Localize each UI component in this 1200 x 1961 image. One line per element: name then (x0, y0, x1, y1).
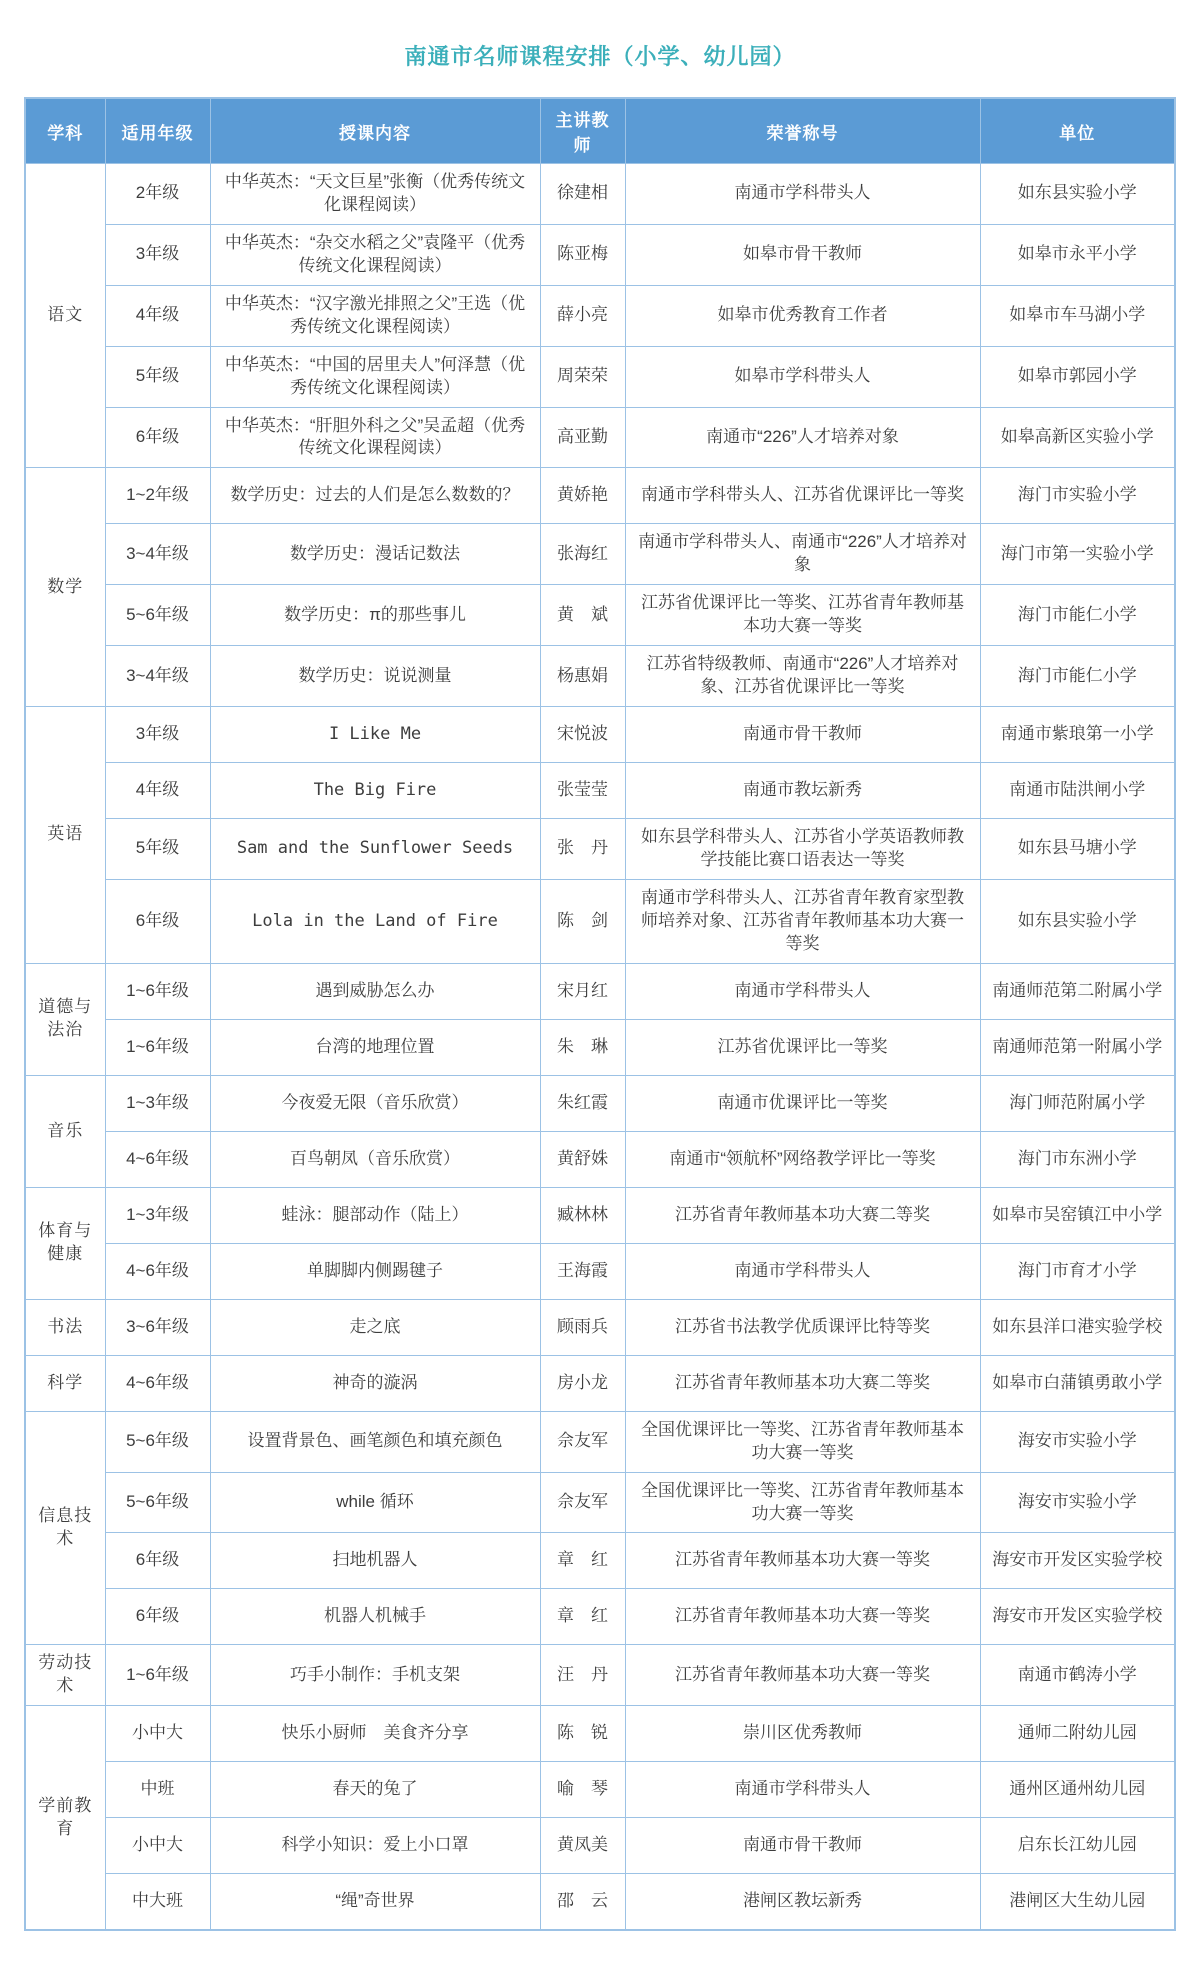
honor-cell: 江苏省优课评比一等奖 (625, 1019, 980, 1075)
unit-cell: 海安市开发区实验学校 (980, 1533, 1175, 1589)
unit-cell: 海安市开发区实验学校 (980, 1589, 1175, 1645)
table-row (25, 1472, 1175, 1533)
unit-cell: 海门市东洲小学 (980, 1131, 1175, 1187)
subject-cell: 信息技术 (25, 1411, 105, 1645)
teacher-cell: 张莹莹 (540, 763, 625, 819)
column-header: 单位 (980, 98, 1175, 164)
unit-cell: 如东县马塘小学 (980, 819, 1175, 880)
teacher-cell: 宋月红 (540, 963, 625, 1019)
content-cell: 百鸟朝凤（音乐欣赏） (210, 1131, 540, 1187)
honor-cell: 江苏省书法教学优质课评比特等奖 (625, 1299, 980, 1355)
honor-cell: 南通市教坛新秀 (625, 763, 980, 819)
table-row (25, 1762, 1175, 1818)
unit-cell: 如东县实验小学 (980, 879, 1175, 963)
unit-cell: 如皋市郭园小学 (980, 346, 1175, 407)
honor-cell: 如皋市优秀教育工作者 (625, 285, 980, 346)
content-cell: 机器人机械手 (210, 1589, 540, 1645)
subject-cell: 音乐 (25, 1075, 105, 1187)
teacher-cell: 王海霞 (540, 1243, 625, 1299)
teacher-cell: 房小龙 (540, 1355, 625, 1411)
teacher-cell: 黄娇艳 (540, 468, 625, 524)
honor-cell: 南通市学科带头人、南通市“226”人才培养对象 (625, 524, 980, 585)
unit-cell: 如皋高新区实验小学 (980, 407, 1175, 468)
teacher-cell: 宋悦波 (540, 707, 625, 763)
unit-cell: 如皋市永平小学 (980, 224, 1175, 285)
table-row (25, 164, 1175, 225)
content-cell: 科学小知识：爱上小口罩 (210, 1818, 540, 1874)
teacher-cell: 陈 剑 (540, 879, 625, 963)
content-cell: 中华英杰：“汉字激光排照之父”王选（优秀传统文化课程阅读） (210, 285, 540, 346)
content-cell: 数学历史：π的那些事儿 (210, 585, 540, 646)
table-row (25, 585, 1175, 646)
table-row (25, 1645, 1175, 1706)
subject-cell: 书法 (25, 1299, 105, 1355)
unit-cell: 如东县实验小学 (980, 164, 1175, 225)
teacher-cell: 张海红 (540, 524, 625, 585)
teacher-cell: 黄舒姝 (540, 1131, 625, 1187)
table-row (25, 1019, 1175, 1075)
content-cell: 中华英杰：“肝胆外科之父”吴孟超（优秀传统文化课程阅读） (210, 407, 540, 468)
unit-cell: 通州区通州幼儿园 (980, 1762, 1175, 1818)
content-cell: while 循环 (210, 1472, 540, 1533)
grade-cell: 4年级 (105, 285, 210, 346)
teacher-cell: 陈亚梅 (540, 224, 625, 285)
content-cell: 中华英杰：“中国的居里夫人”何泽慧（优秀传统文化课程阅读） (210, 346, 540, 407)
content-cell: 走之底 (210, 1299, 540, 1355)
unit-cell: 海安市实验小学 (980, 1411, 1175, 1472)
unit-cell: 港闸区大生幼儿园 (980, 1874, 1175, 1930)
grade-cell: 6年级 (105, 1533, 210, 1589)
grade-cell: 1~3年级 (105, 1187, 210, 1243)
subject-cell: 学前教育 (25, 1706, 105, 1930)
unit-cell: 南通市紫琅第一小学 (980, 707, 1175, 763)
honor-cell: 崇川区优秀教师 (625, 1706, 980, 1762)
grade-cell: 3年级 (105, 707, 210, 763)
honor-cell: 江苏省青年教师基本功大赛二等奖 (625, 1187, 980, 1243)
teacher-cell: 臧林林 (540, 1187, 625, 1243)
content-cell: 数学历史：漫话记数法 (210, 524, 540, 585)
subject-cell: 数学 (25, 468, 105, 707)
table-row (25, 707, 1175, 763)
honor-cell: 江苏省青年教师基本功大赛一等奖 (625, 1645, 980, 1706)
grade-cell: 5年级 (105, 346, 210, 407)
teacher-cell: 佘友军 (540, 1472, 625, 1533)
teacher-cell: 汪 丹 (540, 1645, 625, 1706)
unit-cell: 南通市陆洪闸小学 (980, 763, 1175, 819)
table-body (25, 164, 1175, 1930)
unit-cell: 启东长江幼儿园 (980, 1818, 1175, 1874)
grade-cell: 3~4年级 (105, 646, 210, 707)
teacher-cell: 章 红 (540, 1533, 625, 1589)
honor-cell: 江苏省优课评比一等奖、江苏省青年教师基本功大赛一等奖 (625, 585, 980, 646)
content-cell: The Big Fire (210, 763, 540, 819)
grade-cell: 3~4年级 (105, 524, 210, 585)
unit-cell: 南通市鹤涛小学 (980, 1645, 1175, 1706)
table-row (25, 819, 1175, 880)
unit-cell: 如皋市吴窑镇江中小学 (980, 1187, 1175, 1243)
content-cell: 设置背景色、画笔颜色和填充颜色 (210, 1411, 540, 1472)
content-cell: 今夜爱无限（音乐欣赏） (210, 1075, 540, 1131)
teacher-cell: 黄 斌 (540, 585, 625, 646)
unit-cell: 海门市能仁小学 (980, 585, 1175, 646)
honor-cell: 南通市骨干教师 (625, 707, 980, 763)
grade-cell: 3~6年级 (105, 1299, 210, 1355)
unit-cell: 海门市能仁小学 (980, 646, 1175, 707)
table-row (25, 407, 1175, 468)
grade-cell: 小中大 (105, 1818, 210, 1874)
content-cell: 快乐小厨师 美食齐分享 (210, 1706, 540, 1762)
subject-cell: 英语 (25, 707, 105, 964)
content-cell: 神奇的漩涡 (210, 1355, 540, 1411)
grade-cell: 6年级 (105, 1589, 210, 1645)
honor-cell: 如皋市学科带头人 (625, 346, 980, 407)
table-row (25, 468, 1175, 524)
content-cell: 蛙泳：腿部动作（陆上） (210, 1187, 540, 1243)
teacher-cell: 朱 琳 (540, 1019, 625, 1075)
subject-cell: 劳动技术 (25, 1645, 105, 1706)
column-header: 主讲教师 (540, 98, 625, 164)
honor-cell: 南通市学科带头人、江苏省优课评比一等奖 (625, 468, 980, 524)
content-cell: “绳”奇世界 (210, 1874, 540, 1930)
content-cell: 遇到威胁怎么办 (210, 963, 540, 1019)
grade-cell: 4~6年级 (105, 1131, 210, 1187)
grade-cell: 中班 (105, 1762, 210, 1818)
honor-cell: 江苏省青年教师基本功大赛一等奖 (625, 1533, 980, 1589)
content-cell: 中华英杰：“杂交水稻之父”袁隆平（优秀传统文化课程阅读） (210, 224, 540, 285)
column-header: 荣誉称号 (625, 98, 980, 164)
honor-cell: 南通市学科带头人 (625, 1762, 980, 1818)
table-row (25, 524, 1175, 585)
content-cell: 台湾的地理位置 (210, 1019, 540, 1075)
teacher-cell: 章 红 (540, 1589, 625, 1645)
honor-cell: 江苏省青年教师基本功大赛一等奖 (625, 1589, 980, 1645)
content-cell: 数学历史：说说测量 (210, 646, 540, 707)
honor-cell: 全国优课评比一等奖、江苏省青年教师基本功大赛一等奖 (625, 1472, 980, 1533)
unit-cell: 通师二附幼儿园 (980, 1706, 1175, 1762)
table-row (25, 1075, 1175, 1131)
grade-cell: 4~6年级 (105, 1243, 210, 1299)
table-row (25, 1589, 1175, 1645)
column-header: 学科 (25, 98, 105, 164)
content-cell: 数学历史：过去的人们是怎么数数的？ (210, 468, 540, 524)
teacher-cell: 高亚勤 (540, 407, 625, 468)
grade-cell: 2年级 (105, 164, 210, 225)
grade-cell: 5~6年级 (105, 1411, 210, 1472)
content-cell: 中华英杰：“天文巨星”张衡（优秀传统文化课程阅读） (210, 164, 540, 225)
honor-cell: 南通市“226”人才培养对象 (625, 407, 980, 468)
unit-cell: 如皋市车马湖小学 (980, 285, 1175, 346)
honor-cell: 江苏省特级教师、南通市“226”人才培养对象、江苏省优课评比一等奖 (625, 646, 980, 707)
table-row (25, 646, 1175, 707)
table-row (25, 1243, 1175, 1299)
grade-cell: 5年级 (105, 819, 210, 880)
honor-cell: 南通市学科带头人 (625, 1243, 980, 1299)
unit-cell: 海门师范附属小学 (980, 1075, 1175, 1131)
grade-cell: 4~6年级 (105, 1355, 210, 1411)
honor-cell: 南通市学科带头人 (625, 963, 980, 1019)
table-row (25, 1818, 1175, 1874)
content-cell: I Like Me (210, 707, 540, 763)
unit-cell: 南通师范第二附属小学 (980, 963, 1175, 1019)
grade-cell: 1~3年级 (105, 1075, 210, 1131)
honor-cell: 江苏省青年教师基本功大赛二等奖 (625, 1355, 980, 1411)
teacher-cell: 喻 琴 (540, 1762, 625, 1818)
table-row (25, 1533, 1175, 1589)
grade-cell: 1~6年级 (105, 963, 210, 1019)
unit-cell: 如东县洋口港实验学校 (980, 1299, 1175, 1355)
honor-cell: 全国优课评比一等奖、江苏省青年教师基本功大赛一等奖 (625, 1411, 980, 1472)
content-cell: Lola in the Land of Fire (210, 879, 540, 963)
teacher-cell: 朱红霞 (540, 1075, 625, 1131)
column-header: 授课内容 (210, 98, 540, 164)
table-row (25, 224, 1175, 285)
content-cell: 单脚脚内侧踢毽子 (210, 1243, 540, 1299)
honor-cell: 南通市学科带头人、江苏省青年教育家型教师培养对象、江苏省青年教师基本功大赛一等奖 (625, 879, 980, 963)
subject-cell: 语文 (25, 164, 105, 468)
table-row (25, 1187, 1175, 1243)
subject-cell: 科学 (25, 1355, 105, 1411)
unit-cell: 南通师范第一附属小学 (980, 1019, 1175, 1075)
unit-cell: 海门市育才小学 (980, 1243, 1175, 1299)
teacher-cell: 薛小亮 (540, 285, 625, 346)
table-row (25, 1355, 1175, 1411)
grade-cell: 6年级 (105, 407, 210, 468)
header-row (25, 98, 1175, 164)
unit-cell: 如皋市白蒲镇勇敢小学 (980, 1355, 1175, 1411)
table-row (25, 963, 1175, 1019)
subject-cell: 体育与健康 (25, 1187, 105, 1299)
grade-cell: 1~6年级 (105, 1645, 210, 1706)
table-row (25, 879, 1175, 963)
table-row (25, 1411, 1175, 1472)
honor-cell: 南通市优课评比一等奖 (625, 1075, 980, 1131)
teacher-cell: 周荣荣 (540, 346, 625, 407)
course-table (24, 97, 1176, 1931)
honor-cell: 南通市“领航杯”网络教学评比一等奖 (625, 1131, 980, 1187)
content-cell: Sam and the Sunflower Seeds (210, 819, 540, 880)
grade-cell: 1~6年级 (105, 1019, 210, 1075)
teacher-cell: 陈 锐 (540, 1706, 625, 1762)
column-header: 适用年级 (105, 98, 210, 164)
grade-cell: 6年级 (105, 879, 210, 963)
table-row (25, 346, 1175, 407)
grade-cell: 小中大 (105, 1706, 210, 1762)
teacher-cell: 黄凤美 (540, 1818, 625, 1874)
teacher-cell: 顾雨兵 (540, 1299, 625, 1355)
teacher-cell: 杨惠娟 (540, 646, 625, 707)
table-header (25, 98, 1175, 164)
table-row (25, 763, 1175, 819)
table-row (25, 1874, 1175, 1930)
table-row (25, 285, 1175, 346)
teacher-cell: 张 丹 (540, 819, 625, 880)
table-row (25, 1131, 1175, 1187)
unit-cell: 海门市第一实验小学 (980, 524, 1175, 585)
grade-cell: 5~6年级 (105, 585, 210, 646)
honor-cell: 南通市骨干教师 (625, 1818, 980, 1874)
grade-cell: 3年级 (105, 224, 210, 285)
honor-cell: 如皋市骨干教师 (625, 224, 980, 285)
unit-cell: 海安市实验小学 (980, 1472, 1175, 1533)
table-row (25, 1299, 1175, 1355)
honor-cell: 港闸区教坛新秀 (625, 1874, 980, 1930)
content-cell: 春天的兔了 (210, 1762, 540, 1818)
subject-cell: 道德与法治 (25, 963, 105, 1075)
honor-cell: 南通市学科带头人 (625, 164, 980, 225)
grade-cell: 4年级 (105, 763, 210, 819)
table-row (25, 1706, 1175, 1762)
page-title: 南通市名师课程安排（小学、幼儿园） (404, 44, 796, 69)
content-cell: 扫地机器人 (210, 1533, 540, 1589)
grade-cell: 5~6年级 (105, 1472, 210, 1533)
unit-cell: 海门市实验小学 (980, 468, 1175, 524)
honor-cell: 如东县学科带头人、江苏省小学英语教师教学技能比赛口语表达一等奖 (625, 819, 980, 880)
grade-cell: 中大班 (105, 1874, 210, 1930)
grade-cell: 1~2年级 (105, 468, 210, 524)
content-cell: 巧手小制作：手机支架 (210, 1645, 540, 1706)
teacher-cell: 佘友军 (540, 1411, 625, 1472)
teacher-cell: 邵 云 (540, 1874, 625, 1930)
teacher-cell: 徐建相 (540, 164, 625, 225)
